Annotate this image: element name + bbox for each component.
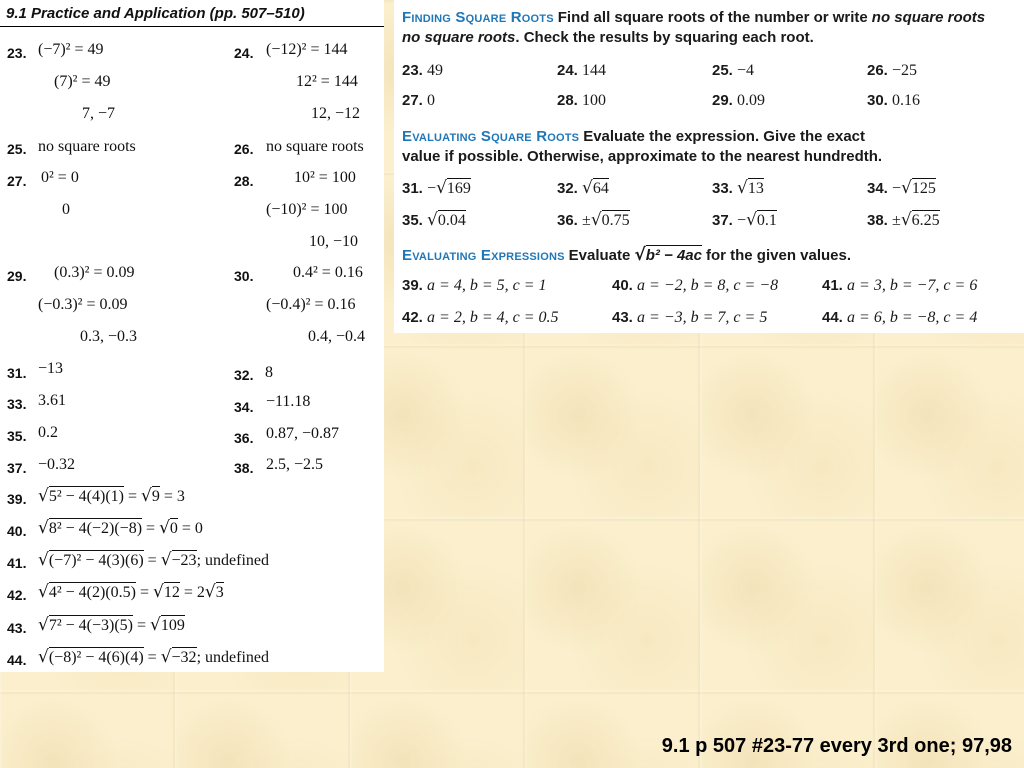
radical-icon: √ <box>204 582 216 602</box>
answer-line: no square roots <box>266 138 364 155</box>
answer-line: no square roots <box>38 138 136 155</box>
radical-icon: √ <box>582 178 593 198</box>
answer-line: √8² − 4(−2)(−8) = √0 = 0 <box>38 518 203 538</box>
exercises-panel <box>394 0 1024 333</box>
answer-number: 24. <box>234 45 254 61</box>
answer-number: 28. <box>234 173 254 189</box>
answer-key-header: 9.1 Practice and Application (pp. 507–510) <box>6 5 305 22</box>
radical-icon: √ <box>150 615 161 635</box>
answer-line: 12² = 144 <box>296 73 358 90</box>
exercise-item: 35. √0.04 <box>402 210 466 230</box>
answer-key-panel <box>0 0 384 672</box>
radical-icon: √ <box>634 245 646 265</box>
answer-line: (−7)² = 49 <box>38 41 104 58</box>
answer-line: √4² − 4(2)(0.5) = √12 = 2√3 <box>38 582 224 602</box>
section-title: Evaluating Square Roots <box>402 128 580 145</box>
exercise-item: 32. √64 <box>557 178 609 198</box>
radical-icon: √ <box>38 582 49 602</box>
radical-icon: √ <box>160 550 172 570</box>
radical-icon: √ <box>436 178 447 198</box>
answer-line: 0.87, −0.87 <box>266 425 340 442</box>
exercise-item: 42. a = 2, b = 4, c = 0.5 <box>402 309 559 326</box>
answer-line: 0.4, −0.4 <box>308 328 366 345</box>
answer-number: 34. <box>234 399 254 415</box>
exercise-item: 27. 0 <box>402 92 436 109</box>
answer-number: 33. <box>7 396 27 412</box>
radical-icon: √ <box>38 550 49 570</box>
radical-icon: √ <box>746 210 757 230</box>
answer-number: 37. <box>7 460 27 476</box>
answer-number: 41. <box>7 555 27 571</box>
expressions-instructions: Evaluating Expressions Evaluate √b² − 4ac for the given values. <box>402 245 852 265</box>
exercise-item: 25. −4 <box>712 62 755 79</box>
exercise-item: 26. −25 <box>867 62 918 79</box>
answer-line: (−10)² = 100 <box>266 201 348 218</box>
radical-icon: √ <box>38 647 49 667</box>
exercise-item: 31. −√169 <box>402 178 471 198</box>
answer-line: 3.61 <box>38 392 66 409</box>
exercise-item: 37. −√0.1 <box>712 210 777 230</box>
answer-line: (7)² = 49 <box>54 73 111 90</box>
section-title: Finding Square Roots <box>402 9 554 26</box>
answer-line: 0.2 <box>38 424 58 441</box>
exercise-item: 29. 0.09 <box>712 92 766 109</box>
exercise-item: 36. ±√0.75 <box>557 210 630 230</box>
assignment-text: 9.1 p 507 #23-77 every 3rd one; 97,98 <box>661 735 1012 757</box>
answer-line: (−0.4)² = 0.16 <box>266 296 356 313</box>
radical-icon: √ <box>153 582 164 602</box>
exercise-item: 33. √13 <box>712 178 764 198</box>
finding-instructions: Finding Square Roots Find all square roots of the number or write no square roots <box>402 9 986 26</box>
answer-line: 0 <box>62 201 70 218</box>
answer-line: √(−8)² − 4(6)(4) = √−32; undefined <box>38 647 269 667</box>
radical-icon: √ <box>160 647 172 667</box>
answer-number: 29. <box>7 268 27 284</box>
radical-icon: √ <box>38 486 49 506</box>
exercise-item: 41. a = 3, b = −7, c = 6 <box>822 277 978 294</box>
answer-line: 2.5, −2.5 <box>266 456 324 473</box>
exercise-item: 44. a = 6, b = −8, c = 4 <box>822 309 978 326</box>
exercise-item: 30. 0.16 <box>867 92 921 109</box>
section-title: Evaluating Expressions <box>402 247 565 264</box>
radical-icon: √ <box>141 486 152 506</box>
answer-number: 35. <box>7 428 27 444</box>
exercise-item: 40. a = −2, b = 8, c = −8 <box>612 277 779 294</box>
answer-number: 44. <box>7 652 27 668</box>
answer-number: 43. <box>7 620 27 636</box>
exercise-item: 24. 144 <box>557 62 607 79</box>
answer-line: 8 <box>265 364 273 381</box>
roots-instructions: Evaluating Square Roots Evaluate the expression. Give the exact <box>402 128 865 145</box>
answer-number: 26. <box>234 141 254 157</box>
answer-line: 7, −7 <box>82 105 116 122</box>
radical-icon: √ <box>900 210 912 230</box>
answer-line: 0.4² = 0.16 <box>293 264 363 281</box>
answer-number: 30. <box>234 268 254 284</box>
answer-line: √7² − 4(−3)(5) = √109 <box>38 615 185 635</box>
roots-instructions-cont: value if possible. Otherwise, approximate to the nearest hundredth. <box>402 148 883 165</box>
answer-number: 31. <box>7 365 27 381</box>
header-divider <box>0 26 384 27</box>
exercise-item: 43. a = −3, b = 7, c = 5 <box>612 309 768 326</box>
radical-icon: √ <box>901 178 912 198</box>
answer-line: −11.18 <box>266 393 311 410</box>
answer-line: 10² = 100 <box>294 169 356 186</box>
answer-number: 32. <box>234 367 254 383</box>
answer-number: 25. <box>7 141 27 157</box>
radical-icon: √ <box>38 615 49 635</box>
answer-number: 42. <box>7 587 27 603</box>
answer-number: 23. <box>7 45 27 61</box>
exercise-item: 23. 49 <box>402 62 444 79</box>
answer-number: 40. <box>7 523 27 539</box>
exercise-item: 34. −√125 <box>867 178 936 198</box>
radical-icon: √ <box>159 518 170 538</box>
answer-number: 27. <box>7 173 27 189</box>
radical-icon: √ <box>38 518 49 538</box>
exercise-item: 38. ±√6.25 <box>867 210 940 230</box>
answer-number: 39. <box>7 491 27 507</box>
answer-line: √5² − 4(4)(1) = √9 = 3 <box>38 486 185 506</box>
answer-line: −13 <box>38 360 64 377</box>
finding-instructions-cont: no square roots. Check the results by squaring each root. <box>402 29 814 46</box>
answer-line: −0.32 <box>38 456 76 473</box>
radical-icon: √ <box>427 210 438 230</box>
radical-icon: √ <box>590 210 602 230</box>
answer-line: 0² = 0 <box>41 169 79 186</box>
answer-line: √(−7)² − 4(3)(6) = √−23; undefined <box>38 550 269 570</box>
answer-number: 36. <box>234 430 254 446</box>
answer-line: (0.3)² = 0.09 <box>54 264 135 281</box>
answer-line: (−12)² = 144 <box>266 41 348 58</box>
answer-line: (−0.3)² = 0.09 <box>38 296 128 313</box>
answer-line: 12, −12 <box>311 105 361 122</box>
answer-number: 38. <box>234 460 254 476</box>
exercise-item: 39. a = 4, b = 5, c = 1 <box>402 277 547 294</box>
answer-line: 0.3, −0.3 <box>80 328 138 345</box>
answer-line: 10, −10 <box>309 233 359 250</box>
exercise-item: 28. 100 <box>557 92 607 109</box>
radical-icon: √ <box>737 178 748 198</box>
